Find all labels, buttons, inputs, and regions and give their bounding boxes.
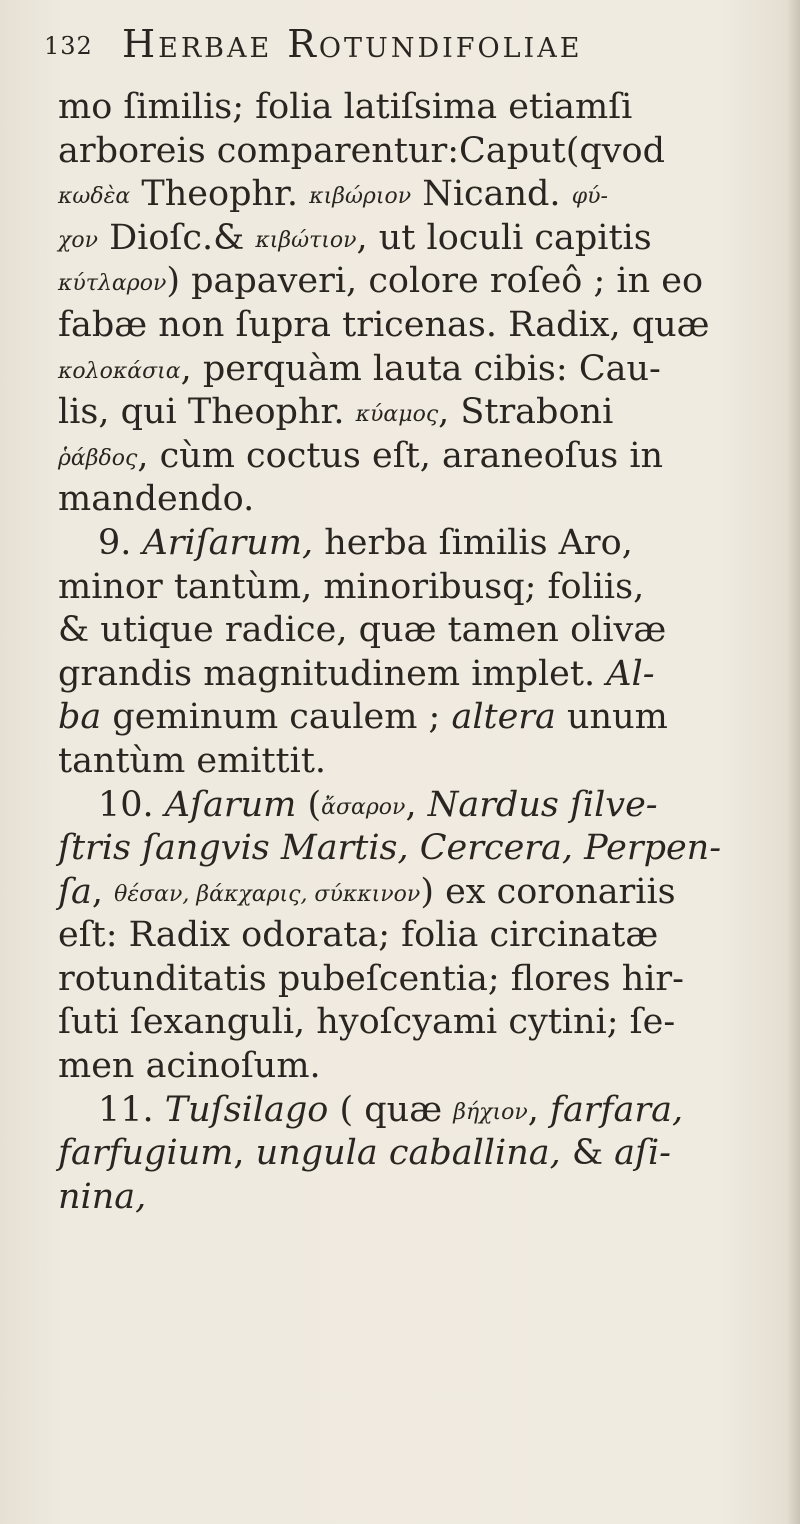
text-line xyxy=(58,958,774,1002)
body-text xyxy=(58,86,774,1219)
text-segment: farfara, xyxy=(549,1089,684,1130)
text-line xyxy=(58,827,774,871)
text-line xyxy=(58,566,774,610)
text-segment: ungula caballina, xyxy=(255,1133,561,1174)
text-segment: Ariſarum, xyxy=(142,522,314,563)
text-segment: , xyxy=(527,1089,550,1130)
text-segment: ) papaveri, colore roſeô ; in eo xyxy=(166,261,704,302)
text-line xyxy=(58,653,774,697)
text-line xyxy=(58,391,774,435)
text-segment: mandendo. xyxy=(58,479,255,520)
text-segment: men acinoſum. xyxy=(58,1046,321,1087)
text-line xyxy=(58,348,774,392)
text-line xyxy=(58,784,774,828)
text-segment: , xyxy=(405,784,428,825)
text-segment: 11. xyxy=(98,1089,165,1130)
text-segment: θέσαν, βάκχαρις, σύκκινον xyxy=(114,881,421,907)
text-line xyxy=(58,609,774,653)
text-line xyxy=(58,1089,774,1133)
text-line xyxy=(58,173,774,217)
text-line xyxy=(58,696,774,740)
text-segment: ba xyxy=(58,697,102,738)
text-segment: Aſarum xyxy=(164,784,297,825)
page-edge-shadow xyxy=(786,0,800,1524)
running-head: Herbae Rotundifoliae xyxy=(122,22,583,66)
text-segment: tantùm emittit. xyxy=(58,740,327,781)
text-segment: , perquàm lauta cibis: Cau- xyxy=(180,348,661,389)
text-segment: nina, xyxy=(58,1176,147,1217)
text-segment: altera xyxy=(451,697,556,738)
text-segment: Al- xyxy=(606,653,655,694)
text-line xyxy=(58,1045,774,1089)
text-segment: Tuſsilago xyxy=(164,1089,329,1130)
text-segment: Dioſc.& xyxy=(97,217,256,258)
text-segment: aſi- xyxy=(614,1133,671,1174)
text-segment: arboreis comparentur:Caput(qvod xyxy=(58,130,666,171)
text-segment: Nardus ſilve- xyxy=(427,784,658,825)
text-segment: & utique radice, quæ tamen olivæ xyxy=(58,610,667,651)
text-line xyxy=(58,130,774,174)
text-segment: , cùm coctus eſt, araneoſus in xyxy=(137,435,664,476)
text-segment: Theophr. xyxy=(130,174,310,215)
text-line xyxy=(58,1132,774,1176)
text-segment: , ut loculi capitis xyxy=(356,217,652,258)
text-line xyxy=(58,1001,774,1045)
text-segment: Nicand. xyxy=(411,174,572,215)
text-segment: κωδὲα xyxy=(58,184,131,210)
text-segment: κύτλαρον xyxy=(58,271,167,297)
text-segment: mo ſimilis; folia latiſsima etiamſi xyxy=(58,87,633,127)
text-segment: κύαμος xyxy=(355,402,439,428)
text-segment: eſt: Radix odorata; folia circinatæ xyxy=(58,915,659,956)
text-segment: herba ſimilis Aro, xyxy=(313,522,633,563)
text-segment: unum xyxy=(555,697,668,738)
text-line xyxy=(58,435,774,479)
text-line xyxy=(58,86,774,130)
text-segment: fabæ non ſupra tricenas. Radix, quæ xyxy=(58,304,710,345)
text-segment: βήχιον xyxy=(453,1099,528,1125)
text-segment: rotunditatis pubeſcentia; flores hir- xyxy=(58,958,684,999)
text-line xyxy=(58,304,774,348)
text-segment: ( xyxy=(296,784,322,825)
text-segment: κιβώτιον xyxy=(255,227,357,253)
text-segment: , Straboni xyxy=(438,392,614,433)
text-segment: , xyxy=(233,1133,256,1174)
text-segment: φύ- xyxy=(571,184,608,210)
text-segment: ) ex coronariis xyxy=(420,871,676,912)
text-segment: 9. xyxy=(98,522,143,563)
text-segment: ſuti ſexanguli, hyoſcyami cytini; ſe- xyxy=(58,1002,676,1043)
text-line xyxy=(58,260,774,304)
text-segment: lis, qui Theophr. xyxy=(58,392,356,433)
text-line xyxy=(58,1176,774,1220)
text-segment: geminum caulem ; xyxy=(101,697,452,738)
text-segment: ῥάβδος xyxy=(58,445,138,471)
page-header xyxy=(44,18,774,78)
text-segment: χον xyxy=(58,227,98,253)
text-segment: κιβώριον xyxy=(309,184,412,210)
text-line xyxy=(58,478,774,522)
text-line xyxy=(58,914,774,958)
text-line xyxy=(58,217,774,261)
text-line xyxy=(58,522,774,566)
text-segment: ſtris ſangvis Martis, Cercera, Perpen- xyxy=(58,828,722,869)
text-segment: grandis magnitudinem implet. xyxy=(58,653,607,694)
text-segment: ( quæ xyxy=(328,1089,454,1130)
text-segment: , xyxy=(91,871,115,912)
text-segment: ſa xyxy=(58,871,92,912)
text-line xyxy=(58,871,774,915)
text-segment: 10. xyxy=(98,784,165,825)
text-segment: ἄσαρον xyxy=(321,794,406,820)
text-segment: κολοκάσια xyxy=(58,358,181,384)
text-line xyxy=(58,740,774,784)
text-segment: & xyxy=(560,1133,615,1174)
text-segment: farfugium xyxy=(58,1133,234,1174)
text-segment: minor tantùm, minoribusq; foliis, xyxy=(58,566,645,607)
page-number: 132 xyxy=(44,32,93,60)
